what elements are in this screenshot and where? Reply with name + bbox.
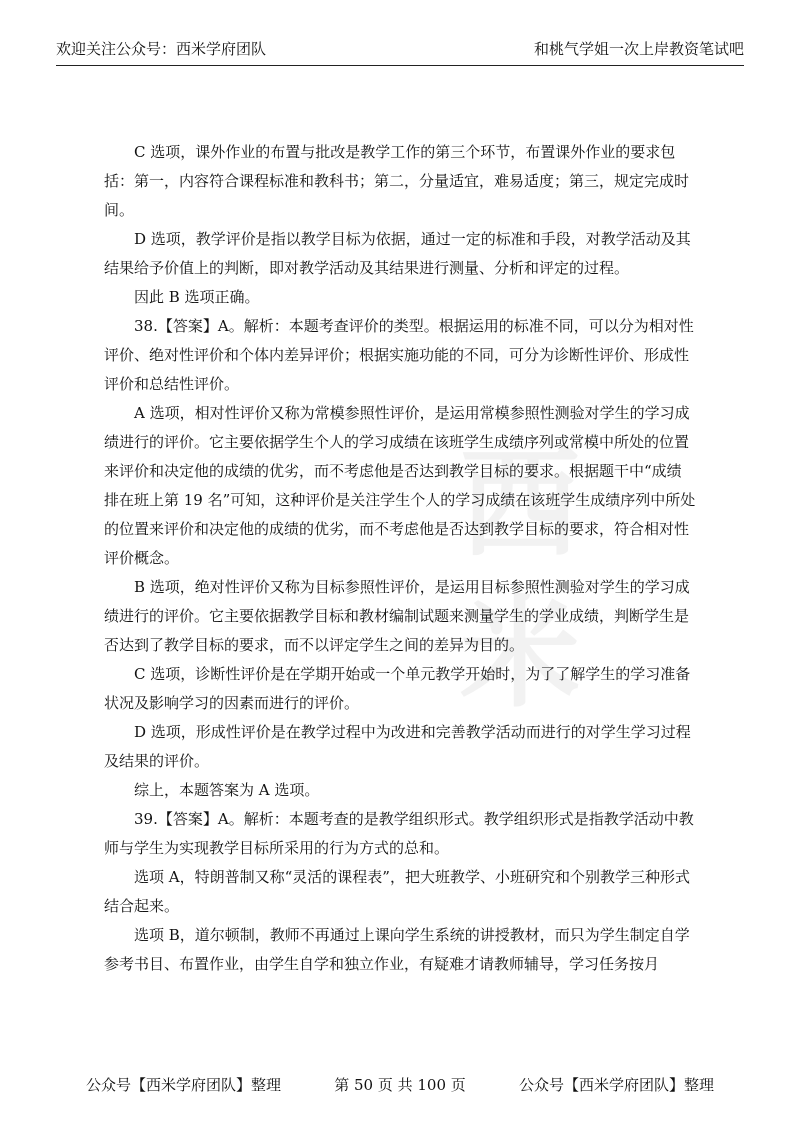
page-header bbox=[56, 28, 744, 66]
document-body bbox=[104, 138, 696, 979]
paragraph: 38.【答案】A。解析：本题考查评价的类型。根据运用的标准不同，可以分为相对性评价、绝对性评价和个体内差异评价；根据实施功能的不同，可分为诊断性评价、形成性评价和总结性评价。 bbox=[104, 317, 694, 393]
paragraph: 选项 A，特朗普制又称“灵活的课程表”，把大班教学、小班研究和个别教学三种形式结合起来。 bbox=[104, 868, 690, 915]
paragraph: B 选项，绝对性评价又称为目标参照性评价，是运用目标参照性测验对学生的学习成绩进行的评价。它主要依据教学目标和教材编制试题来测量学生的学业成绩，判断学生是否达到了教学目标的要求，而不以评定学生之间的差异为目的。 bbox=[104, 578, 690, 654]
header-left-text: 欢迎关注公众号：西米学府团队 bbox=[56, 40, 267, 58]
paragraph: D 选项，形成性评价是在教学过程中为改进和完善教学活动而进行的对学生学习过程及结果的评价。 bbox=[104, 723, 691, 770]
paragraph: 综上，本题答案为 A 选项。 bbox=[134, 781, 320, 799]
footer-right-text: 公众号【西米学府团队】整理 bbox=[518, 1076, 714, 1094]
paragraph: 因此 B 选项正确。 bbox=[134, 288, 260, 306]
watermark-logo: 西 米 bbox=[460, 435, 580, 724]
page-number: 第 50 页 共 100 页 bbox=[334, 1076, 466, 1094]
paragraph: 39.【答案】A。解析：本题考查的是教学组织形式。教学组织形式是指教学活动中教师与学生为实现教学目标所采用的行为方式的总和。 bbox=[104, 810, 694, 857]
paragraph: 选项 B，道尔顿制，教师不再通过上课向学生系统的讲授教材，而只为学生制定自学参考书目、布置作业，由学生自学和独立作业，有疑难才请教师辅导，学习任务按月 bbox=[104, 926, 690, 973]
paragraph: C 选项，课外作业的布置与批改是教学工作的第三个环节，布置课外作业的要求包括：第一，内容符合课程标准和教科书；第二，分量适宜，难易适度；第三，规定完成时间。 bbox=[104, 143, 690, 219]
paragraph: C 选项，诊断性评价是在学期开始或一个单元教学开始时，为了了解学生的学习准备状况及影响学习的因素而进行的评价。 bbox=[104, 665, 691, 712]
paragraph: D 选项，教学评价是指以教学目标为依据，通过一定的标准和手段，对教学活动及其结果给予价值上的判断，即对教学活动及其结果进行测量、分析和评定的过程。 bbox=[104, 230, 691, 277]
footer-left-text: 公众号【西米学府团队】整理 bbox=[86, 1076, 282, 1094]
header-right-text: 和桃气学姐一次上岸教资笔试吧 bbox=[533, 40, 744, 58]
page-footer bbox=[86, 1074, 714, 1095]
paragraph: A 选项，相对性评价又称为常模参照性评价，是运用常模参照性测验对学生的学习成绩进行的评价。它主要依据学生个人的学习成绩在该班学生成绩序列或常模中所处的位置来评价和决定他的成绩的优劣，而不考虑他是否达到教学目标的要求。根据题干中“成绩排在班上第 19 名”可知，这种评价是关注学生个人的学习成绩在该班学生成绩序列中所处的位置来评价和决定他的成绩的优劣，而不考虑他是否达到教学目标的要求，符合相对性评价概念。 bbox=[104, 404, 696, 567]
